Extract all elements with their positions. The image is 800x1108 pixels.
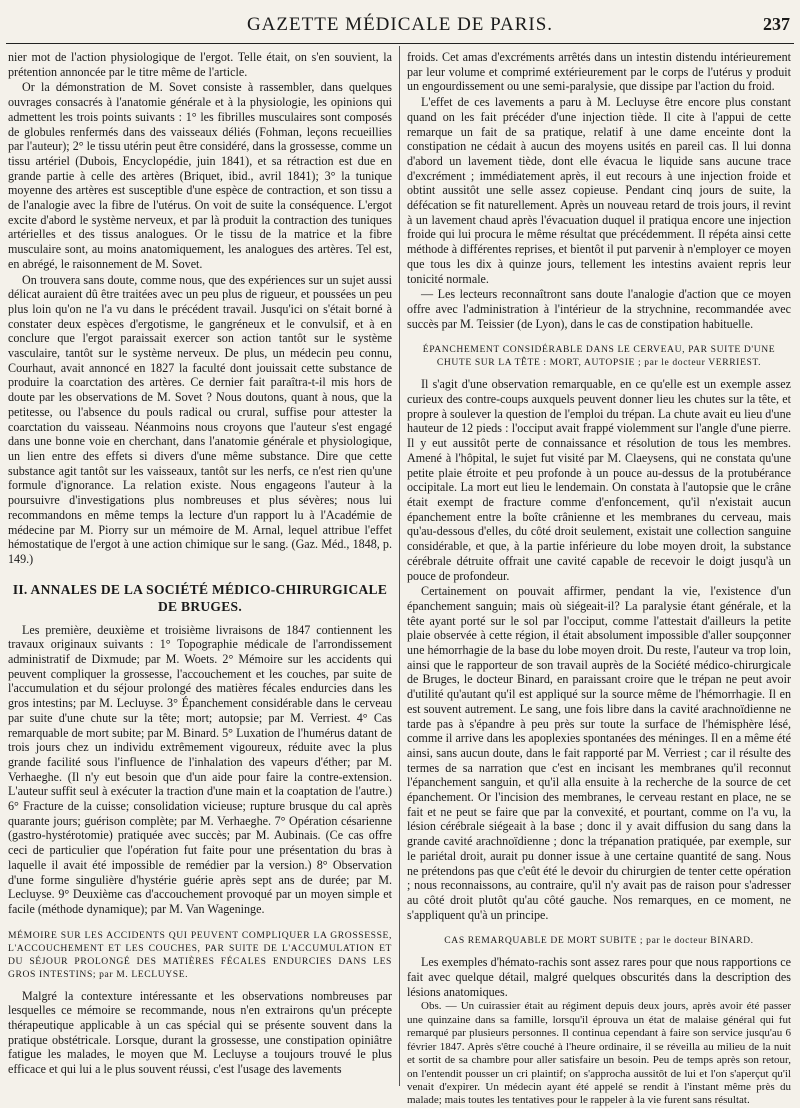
paragraph: L'effet de ces lavements a paru à M. Lecluyse être encore plus constant quand on les fait précéder d'une injection tiède. Il cite à l'appui de cette remarque un fait de sa pratique, relatif à une dame enceinte dont la constipation ne cédait à aucun des moyens usités en pareil cas. Il lui donna d'abord un lavement tiède, dont elle évacua le liquide sans aucune trace d'excrément ; immédiatement après, il eut recours à une injection froide et obtint aussitôt une selle assez copieuse. Pendant cinq jours de suite, la défécation se fit naturellement. Après un nouveau retard de trois jours, il revint à un lavement chaud après l'évacuation duquel il pratiqua encore une injection froide qui lui procura le même résultat que précédemment. Il répéta ainsi cette méthode à différentes reprises, et bientôt il put parvenir à n'employer ce moyen que tous les dix à quinze jours, tellement les intestins avaient repris leur tonicité normale.: [407, 95, 791, 286]
article-heading: ÉPANCHEMENT CONSIDÉRABLE DANS LE CERVEAU, PAR SUITE D'UNE CHUTE SUR LA TÊTE : MORT, AUTOPSIE ; par le docteur VERRIEST.: [422, 344, 776, 369]
paragraph: Or la démonstration de M. Sovet consiste à rassembler, dans quelques ouvrages consacrés à l'anatomie générale et à la physiologie, les opinions qui admettent les trois points suivants : 1° les fibrilles musculaires sont composés de globules renfermés dans des vaisseaux déliés (Fohman, leçons recueillies par l'auteur); 2° le tissu utérin peut être considéré, dans la grossesse, comme un tissu artériel (Dubois, Encyclopédie, juin 1841), et sa rétraction est due en grande partie à celle des artères (Briquet, ibid., avril 1841); 3° la tunique moyenne des artères est susceptible d'une espèce de contraction, et son tissu a de l'analogie avec la fibre de l'utérus. On voit de suite la conséquence. L'ergot excite d'abord le système nerveux, et par là produit la contraction des tuniques artérielles et des tissus analogues. Or le tissu de la matrice et la fibre musculaire sont, au moins anatomiquement, les analogues des artères. Tel est, en abrégé, le raisonnement de M. Sovet.: [8, 80, 392, 271]
paragraph: Les exemples d'hémato-rachis sont assez rares pour que nous rapportions ce fait avec quelque détail, malgré quelques obscurités dans la description des lésions anatomiques.: [407, 955, 791, 999]
paragraph: Les première, deuxième et troisième livraisons de 1847 contiennent les travaux originaux suivants : 1° Topographie médicale de l'arrondissement administratif de Dixmude; par M. Woets. 2° Mémoire sur les accidents qui peuvent compliquer la grossesse, l'accouchement et les couches, par suite de l'accumulation et du séjour prolongé des matières fécales endurcies dans les gros intestins; par M. Lecluyse. 3° Épanchement considérable dans le cerveau par suite d'une chute sur la tête; mort; autopsie; par M. Verriest. 4° Cas remarquable de mort subite; par M. Binard. 5° Luxation de l'humérus datant de trois jours chez un individu extrêmement vigoureux, réduite avec la plus grande facilité sous l'influence de l'inhalation des vapeurs d'éther; par M. Verhaeghe. (Il n'y eut besoin que d'un aide pour faire la contre-extension. L'auteur suffit seul à exécuter la traction d'une main et la coaptation de l'autre.) 6° Fracture de la cuisse; consolidation vicieuse; rupture brusque du cal après quarante jours; guérison complète; par M. Verhaeghe. 7° Opération césarienne (gastro-hystérotomie) pratiquée avec succès; par M. Aubinais. (Ce cas offre ceci de particulier que l'opération fut faite pour une présentation du bras à laquelle il avait été impossible de remédier par la version.) 8° Observation d'une forme singulière d'hystérie guérie après sept ans de durée; par M. Lecluyse. 9° Deuxième cas d'accouchement provoqué par un moyen simple et facile (méthode dynamique); par M. Van Wageninge.: [8, 622, 392, 916]
paragraph: Il s'agit d'une observation remarquable, en ce qu'elle est un exemple assez curieux des contre-coups auxquels peuvent donner lieu les chutes sur la tête, et propre à soulever la question de l'emploi du trépan. La chute avait eu lieu d'une hauteur de 12 pieds : l'occiput avait frappé violemment sur l'angle d'une pierre. Il y eut aussitôt perte de connaissance et résolution de tous les membres. Amené à l'hôpital, le sujet fut visité par M. Claeysens, qui ne constata qu'une petite plaie étroite et peu profonde à un pouce au-dessus de la protubérance occipitale. La mort eut lieu le lendemain. On constata à l'autopsie que le crâne était exempt de fracture comme d'enfoncement, qu'il n'existait aucun épanchement entre la boîte crânienne et les membranes du cerveau, mais qu'au-dessous d'elles, du côté droit seulement, existait une collection sanguine considérable, et que, à la partie inférieure du lobe moyen droit, la substance cérébrale détruite offrait une cavité capable de recevoir le doigt jusqu'à un pouce de profondeur.: [407, 377, 791, 583]
paragraph: — Les lecteurs reconnaîtront sans doute l'analogie d'action que ce moyen offre avec l'administration à l'intérieur de la strychnine, recommandée avec succès par M. Teissier (de Lyon), dans le cas de constipation habituelle.: [407, 287, 791, 331]
left-column: [8, 50, 392, 1086]
paragraph: Certainement on pouvait affirmer, pendant la vie, l'existence d'un épanchement sanguin; mais où siégeait-il? La paralysie étant générale, et la tête ayant porté sur le sol par l'occiput, comme l'attestait d'ailleurs la petite plaie observée à cette région, il était absolument impossible d'aller soupçonner une hémorrhagie de la base du lobe moyen droit. Du reste, l'auteur va trop loin, ainsi que le rapporteur de son travail auprès de la Société médico-chirurgicale de Bruges, le docteur Binard, en paraissant croire que le trépan ne peut avoir d'utilité qu'autant qu'il est appliqué sur la source même de l'hémorrhagie. Il en est souvent autrement. Le sang, une fois libre dans la cavité arachnoïdienne ne tarde pas à s'épandre à peu près sur toute la surface de l'hémisphère lésé, comme il arrive dans les apoplexies spontanées des méninges. Il en a même été ainsi, sans aucun doute, dans le fait rapporté par M. Verriest ; car il résulte des termes de sa narration que c'est en incisant les membranes qu'il reconnut l'épanchement sanguin, et qu'il alla ensuite à la recherche de la source de cet épanchement. Or l'incision des membranes, le cerveau restant en place, ne se fait et ne peut se faire que par la convexité, et pourtant, comme on l'a vu, la lésion cérébrale siégeait à la base ; donc il y avait diffusion du sang dans la grande cavité arachnoïdienne ; donc la trépanation pratiquée, par exemple, sur le pariétal droit, aurait pu donner issue à une certaine quantité de sang. Nous ne prétendons pas que c'eût été le devoir du chirurgien de tenter cette opération ; nous reconnaissons, au contraire, qu'il n'y avait pas de raison pour s'adresser au côté droit plutôt qu'au côté gauche. Nos remarques, en ce moment, ne s'appliquent qu'à un principe.: [407, 584, 791, 922]
paragraph: Malgré la contexture intéressante et les observations nombreuses par lesquelles ce mémoire se recommande, nous n'en extrairons qu'un précepte thérapeutique applicable à un cas spécial qui se présente souvent dans la pratique obstétricale. Lorsque, durant la grossesse, une constipation opiniâtre fatigue les malades, le moyen que M. Lecluyse a toujours trouvé le plus efficace et qui lui a le plus souvent réussi, c'est l'usage des lavements: [8, 988, 392, 1077]
observation-paragraph: Obs. — Un cuirassier était au régiment depuis deux jours, après avoir été passer une quinzaine dans sa famille, lorsqu'il éprouva un état de malaise général qui fut remarqué par plusieurs personnes. Il continua cependant à faire son service jusqu'au 6 février 1847. Après s'être couché à l'heure ordinaire, il se réveilla au milieu de la nuit et sortit de sa chambre pour aller satisfaire un besoin. Peu de temps après son retour, on l'entendit pousser un cri plaintif; on s'approcha aussitôt de lui et l'on s'aperçut qu'il venait d'expirer. Un médecin ayant été appelé se rendit à l'instant même près du malade; mais toutes les tentatives pour le rappeler à la vie furent sans résultat.: [407, 1000, 791, 1107]
article-heading: MÉMOIRE SUR LES ACCIDENTS QUI PEUVENT COMPLIQUER LA GROSSESSE, L'ACCOUCHEMENT ET LES COUCHES, PAR SUITE DE L'ACCUMULATION ET DU SÉJOUR PROLONGÉ DES MATIÈRES FÉCALES ENDURCIES DANS LES GROS INTESTINS; par M. LECLUYSE.: [8, 929, 392, 980]
section-heading: II. ANNALES DE LA SOCIÉTÉ MÉDICO-CHIRURGICALE DE BRUGES.: [12, 581, 388, 614]
paragraph: nier mot de l'action physiologique de l'ergot. Telle était, on s'en souvient, la prétention annoncée par le titre même de l'article.: [8, 50, 392, 79]
paragraph: On trouvera sans doute, comme nous, que des expériences sur un sujet aussi délicat auraient dû être traitées avec un peu plus de rigueur, et poussées un peu plus loin qu'on ne l'a vu dans le précédent travail. Jusqu'ici on s'était borné à constater deux espèces d'ergotisme, le gangréneux et le convulsif, et à en conclure que l'ergot paraissait exercer son action tantôt sur le système vasculaire, tantôt sur le système nerveux. De plus, un médecin peu connu, Courhaut, avait annoncé en 1827 la faculté dont jouissait cette substance de produire la coarctation des artères. Ce dernier fait paraîtra-t-il mis hors de doute par les observations de M. Sovet ? Nous doutons, quant à nous, que la petitesse, ou l'absence du pouls radical ou crural, suffise pour attester la coarctation du vaisseau. Néanmoins nous croyons que l'auteur s'est engagé dans une bonne voie en cherchant, dans l'anatomie générale et physiologique, un lien entre des effets si divers d'une même substance. Dire que cette substance agit tantôt sur les vaisseaux, tantôt sur les nerfs, ce n'est rien qu'une formule d'ignorance. La relation existe. Nous engageons l'auteur à la poursuivre d'investigations plus nombreuses et plus sévères; nous lui recommandons en même temps la lecture d'un rapport lu à l'Académie de médecine par M. Piorry sur un mémoire de M. Arnal, lequel attribue l'effet hémostatique de l'ergot à une action chimique sur le sang. (Gaz. Méd., 1848, p. 149.): [8, 272, 392, 566]
running-head: [6, 10, 794, 44]
paragraph: froids. Cet amas d'excréments arrêtés dans un intestin distendu intérieurement par leur volume et comprimé extérieurement par le corps de l'utérus y produit un engourdissement ou une semi-paralysie, que dissipe par l'action du froid.: [407, 50, 791, 94]
column-divider: [399, 46, 400, 1086]
article-heading: CAS REMARQUABLE DE MORT SUBITE ; par le docteur BINARD.: [444, 935, 754, 947]
journal-title: GAZETTE MÉDICALE DE PARIS.: [246, 14, 554, 35]
page-number: 237: [763, 14, 790, 34]
right-column: [407, 50, 791, 1107]
